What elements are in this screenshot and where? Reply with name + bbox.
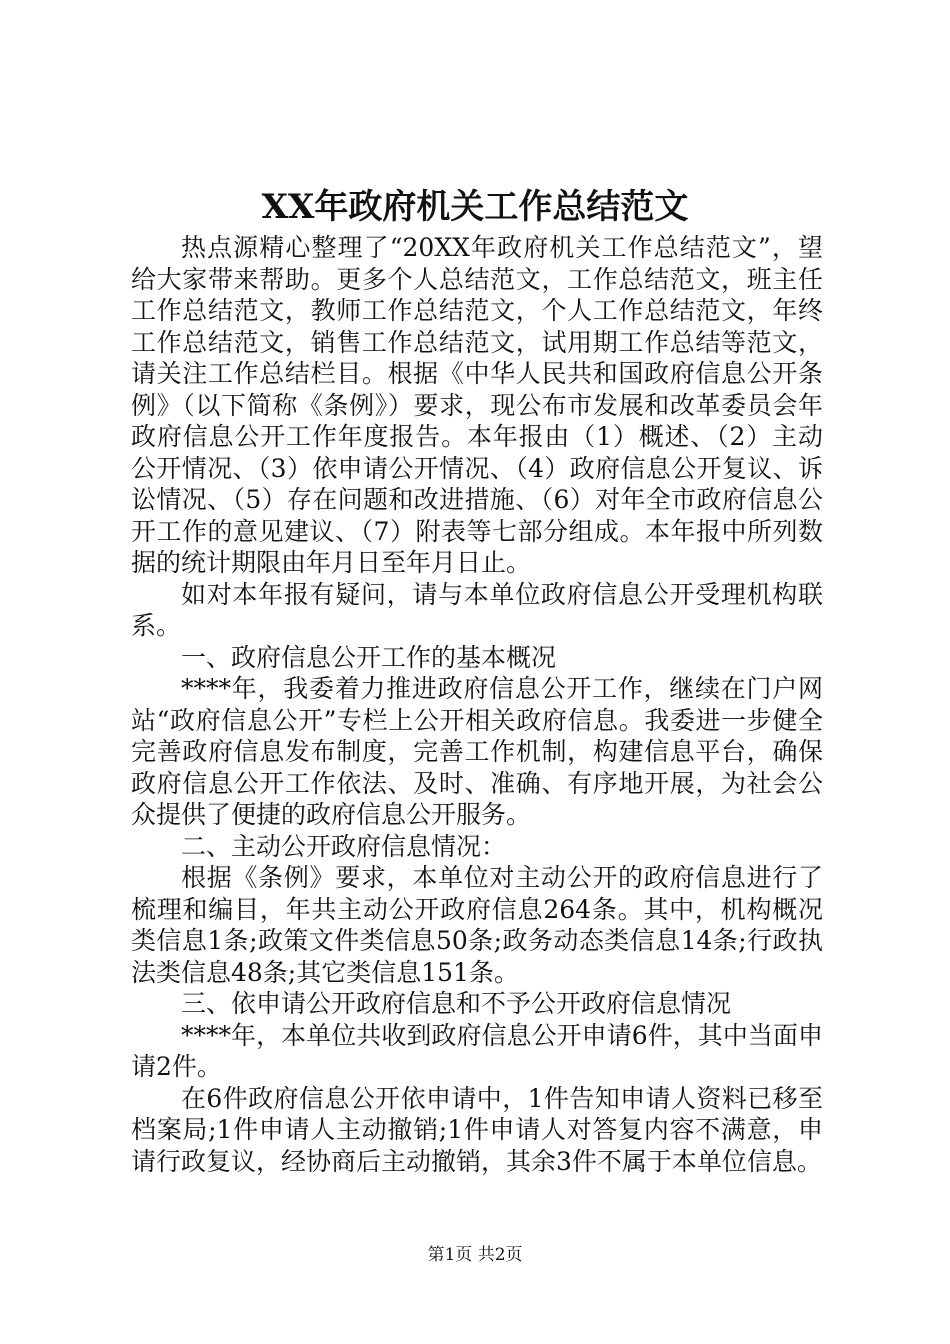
section-heading-1: 一、政府信息公开工作的基本概况: [181, 642, 557, 672]
page-number-footer: 第1页 共2页: [427, 1245, 523, 1265]
paragraph-section-3a: ****年，本单位共收到政府信息公开申请6件，其中当面申请2件。: [131, 1020, 823, 1081]
section-heading-2: 二、主动公开政府信息情况：: [181, 831, 507, 861]
paragraph-section-1: ****年，我委着力推进政府信息公开工作，继续在门户网站“政府信息公开”专栏上公开相关政府信息。我委进一步健全完善政府信息发布制度，完善工作机制，构建信息平台，确保政府信息公开工作依法、及时、准确、有序地开展，为社会公众提供了便捷的政府信息公开服务。: [131, 674, 823, 829]
document-title: XX年政府机关工作总结范文: [261, 187, 689, 227]
paragraph-section-3b: 在6件政府信息公开依申请中，1件告知申请人资料已移至档案局;1件申请人主动撤销;1件申请人对答复内容不满意，申请行政复议，经协商后主动撤销，其余3件不属于本单位信息。: [131, 1083, 823, 1176]
paragraph-intro: 热点源精心整理了“20XX年政府机关工作总结范文”，望给大家带来帮助。更多个人总结范文，工作总结范文，班主任工作总结范文，教师工作总结范文，个人工作总结范文，年终工作总结范文，销售工作总结范文，试用期工作总结等范文，请关注工作总结栏目。根据《中华人民共和国政府信息公开条例》（以下简称《条例》）要求，现公布市发展和改革委员会年政府信息公开工作年度报告。本年报由（1）概述、（2）主动公开情况、（3）依申请公开情况、（4）政府信息公开复议、诉讼情况、（5）存在问题和改进措施、（6）对年全市政府信息公开工作的意见建议、（7）附表等七部分组成。本年报中所列数据的统计期限由年月日至年月日止。: [131, 233, 823, 577]
paragraph-contact: 如对本年报有疑问，请与本单位政府信息公开受理机构联系。: [131, 579, 823, 640]
section-heading-3: 三、依申请公开政府信息和不予公开政府信息情况: [181, 989, 732, 1018]
document-body: [131, 232, 823, 1177]
paragraph-section-2: 根据《条例》要求，本单位对主动公开的政府信息进行了梳理和编目，年共主动公开政府信息264条。其中，机构概况类信息1条;政策文件类信息50条;政务动态类信息14条;行政执法类信息48条;其它类信息151条。: [131, 863, 823, 987]
